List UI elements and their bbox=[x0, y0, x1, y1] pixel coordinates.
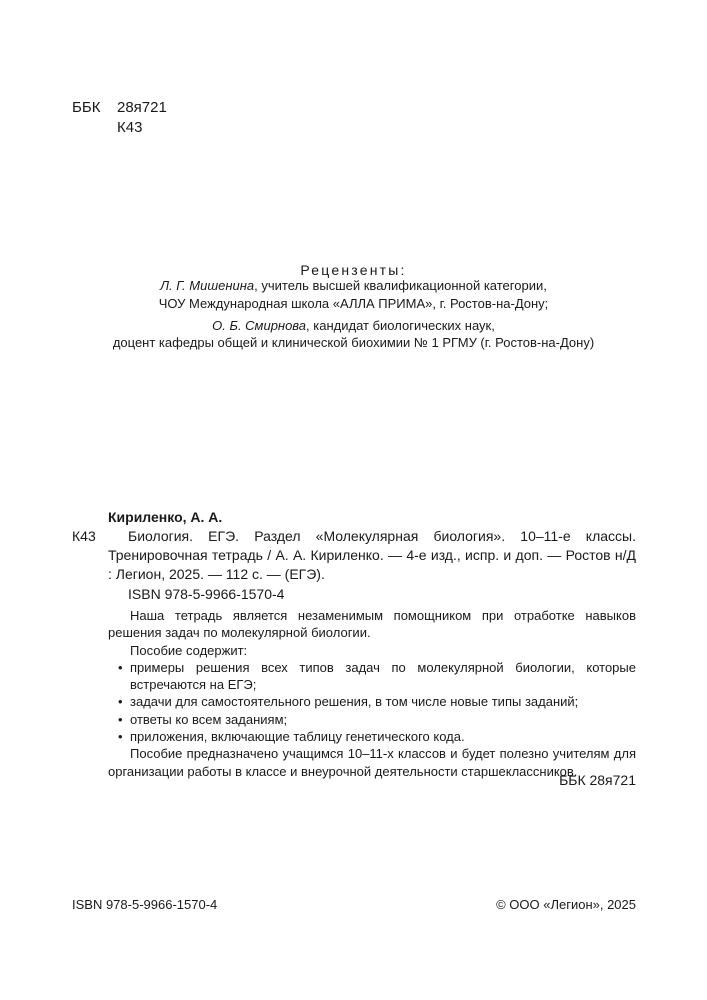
bullet-icon: • bbox=[118, 711, 123, 727]
catalog-mark: К43 bbox=[72, 528, 96, 544]
author-mark: К43 bbox=[117, 119, 143, 136]
bbk-code: 28я721 bbox=[117, 99, 167, 116]
reviewer-1-line-2: ЧОУ Международная школа «АЛЛА ПРИМА», г. Ростов-на-Дону; bbox=[158, 296, 549, 311]
annotation bbox=[108, 607, 636, 780]
bbk-label: ББК bbox=[72, 99, 101, 116]
catalog-author: Кириленко, А. А. bbox=[108, 509, 223, 525]
annotation-contains-label: Пособие содержит: bbox=[130, 642, 248, 658]
catalog-description: Биология. ЕГЭ. Раздел «Молекулярная биология». 10–11-е классы. Тренировочная тетрадь / А. А. Кириленко. — 4-е изд., испр. и доп. — Ростов н/Д : Легион, 2025. — 112 с. — (ЕГЭ). bbox=[108, 528, 636, 582]
bbk-footer: ББК 28я721 bbox=[559, 772, 636, 788]
reviewer-1-position: , учитель высшей квалификационной категории, bbox=[254, 278, 547, 293]
footer-isbn: ISBN 978-5-9966-1570-4 bbox=[72, 897, 218, 912]
reviewer-1-name: Л. Г. Мишенина bbox=[160, 278, 255, 293]
reviewer-1-line-1 bbox=[0, 277, 707, 295]
annotation-purpose: Пособие предназначено учащимся 10–11-х классов и будет полезно учителям для организации работы в классе и внеурочной деятельности старшеклассников. bbox=[108, 746, 636, 779]
bullet-icon: • bbox=[118, 729, 123, 745]
reviewers-title: Рецензенты: bbox=[300, 262, 407, 278]
bullet-icon: • bbox=[118, 694, 123, 710]
list-item: • ответы ко всем заданиям; bbox=[118, 711, 288, 727]
list-item: • приложения, включающие таблицу генетического кода. bbox=[118, 729, 465, 745]
annotation-list bbox=[108, 659, 636, 745]
footer-copyright: © ООО «Легион», 2025 bbox=[496, 897, 636, 912]
reviewer-2-line-1 bbox=[0, 317, 707, 335]
catalog-isbn: ISBN 978-5-9966-1570-4 bbox=[128, 586, 285, 602]
list-item: • примеры решения всех типов задач по молекулярной биологии, которые встречаются на ЕГЭ; bbox=[118, 659, 636, 693]
bullet-icon: • bbox=[118, 659, 123, 675]
reviewer-2-position: , кандидат биологических наук, bbox=[306, 318, 495, 333]
reviewer-2-line-2: доцент кафедры общей и клинической биохимии № 1 РГМУ (г. Ростов-на-Дону) bbox=[112, 335, 595, 350]
list-item: • задачи для самостоятельного решения, в том числе новые типы заданий; bbox=[118, 694, 579, 710]
reviewer-2-name: О. Б. Смирнова bbox=[212, 318, 307, 333]
annotation-intro: Наша тетрадь является незаменимым помощником при отработке навыков решения задач по молекулярной биологии. bbox=[108, 608, 636, 641]
